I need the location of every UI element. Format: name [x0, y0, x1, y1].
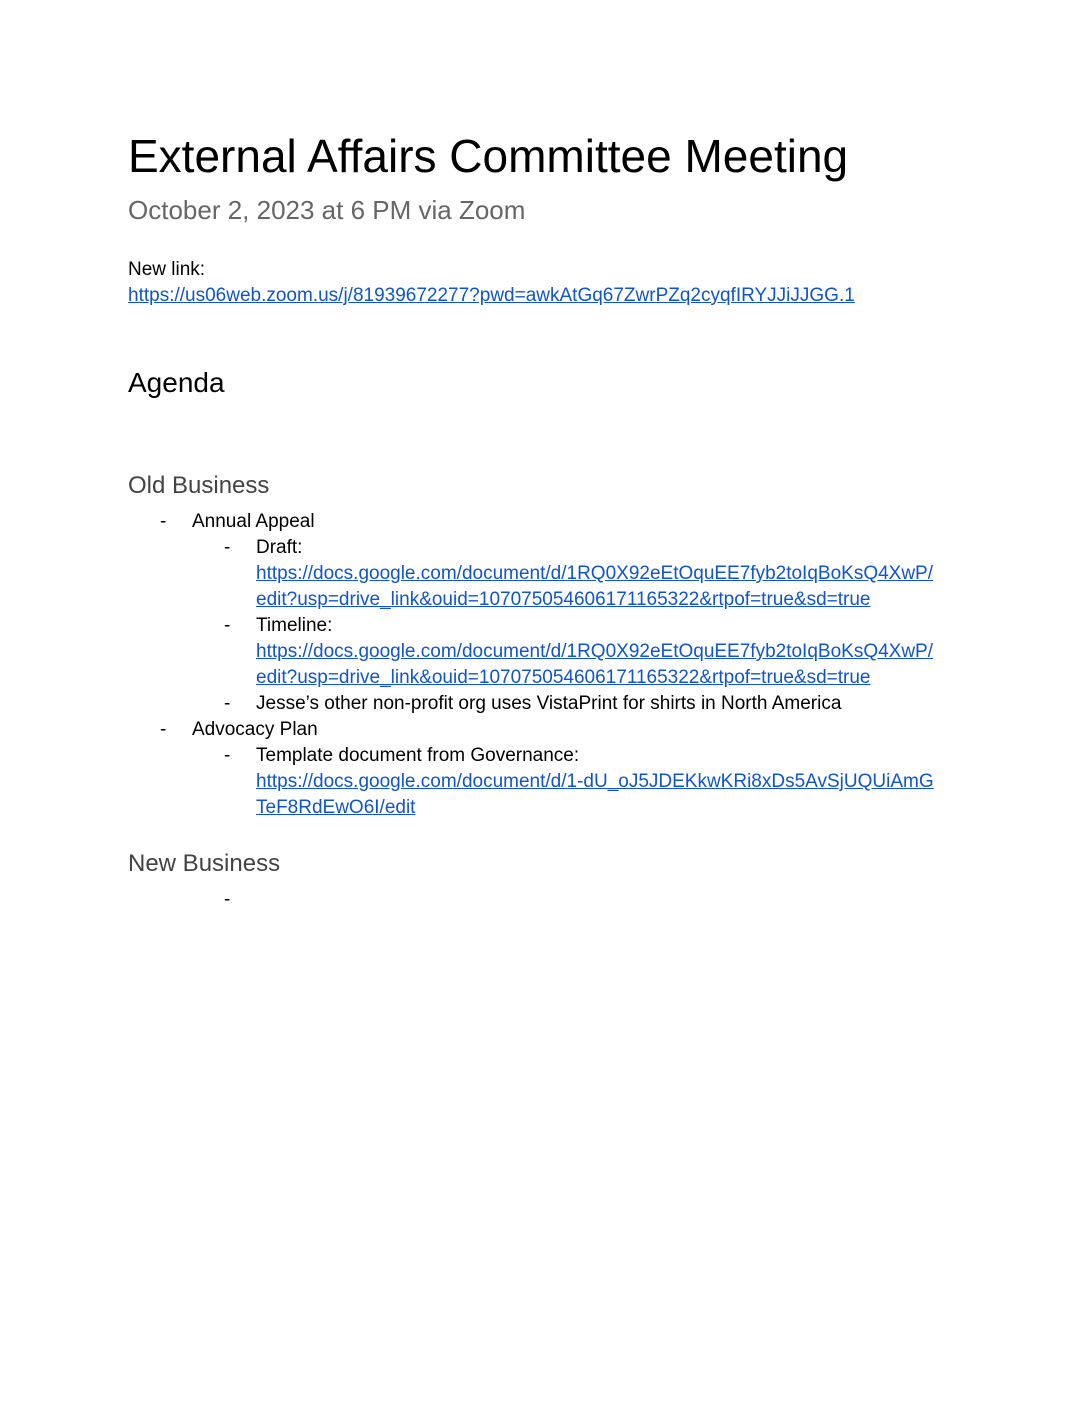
bullet-dash: -	[224, 537, 231, 558]
draft-link-line1[interactable]: https://docs.google.com/document/d/1RQ0X92eEtOquEE7fyb2toIqBoKsQ4XwP/	[256, 563, 934, 584]
document-subtitle: October 2, 2023 at 6 PM via Zoom	[128, 195, 526, 225]
timeline-link-line2[interactable]: edit?usp=drive_link&ouid=107075054606171165322&rtpof=true&sd=true	[256, 667, 871, 688]
draft-label: Draft:	[256, 537, 303, 558]
bullet-dash: -	[224, 889, 231, 910]
bullet-dash: -	[160, 511, 167, 532]
new-business-heading: New Business	[128, 850, 281, 877]
annual-appeal-item: Annual Appeal	[192, 511, 315, 532]
template-link-line2[interactable]: TeF8RdEwO6I/edit	[256, 797, 416, 818]
draft-link-line2[interactable]: edit?usp=drive_link&ouid=107075054606171165322&rtpof=true&sd=true	[256, 589, 871, 610]
advocacy-plan-item: Advocacy Plan	[192, 719, 318, 740]
timeline-link-line1[interactable]: https://docs.google.com/document/d/1RQ0X92eEtOquEE7fyb2toIqBoKsQ4XwP/	[256, 641, 934, 662]
bullet-dash: -	[224, 693, 231, 714]
template-link-line1[interactable]: https://docs.google.com/document/d/1-dU_oJ5JDEKkwKRi8xDs5AvSjUQUiAmG	[256, 771, 934, 792]
agenda-heading: Agenda	[128, 367, 225, 398]
document-title: External Affairs Committee Meeting	[128, 130, 849, 182]
vistaprint-note: Jesse’s other non-profit org uses VistaPrint for shirts in North America	[256, 693, 842, 714]
new-link-label: New link:	[128, 259, 206, 280]
bullet-dash: -	[160, 719, 167, 740]
timeline-label: Timeline:	[256, 615, 333, 636]
bullet-dash: -	[224, 615, 231, 636]
old-business-heading: Old Business	[128, 472, 270, 499]
zoom-link[interactable]: https://us06web.zoom.us/j/81939672277?pwd=awkAtGq67ZwrPZq2cyqfIRYJJiJJGG.1	[128, 285, 855, 306]
bullet-dash: -	[224, 745, 231, 766]
template-label: Template document from Governance:	[256, 745, 580, 766]
